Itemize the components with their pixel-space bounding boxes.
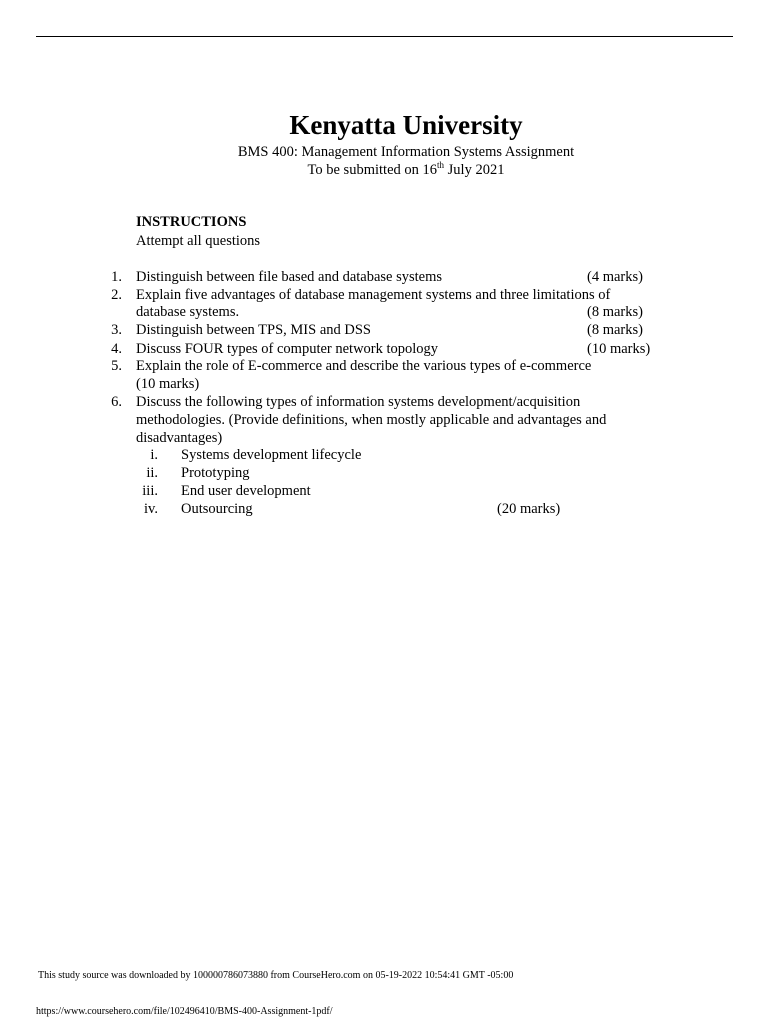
- subitem-1-text: Systems development lifecycle: [181, 447, 362, 463]
- question-6-text-line-3: disadvantages): [136, 430, 223, 446]
- course-line: BMS 400: Management Information Systems Assignment: [237, 144, 575, 160]
- question-4-number: 4.: [111, 341, 122, 357]
- question-3-number: 3.: [111, 322, 122, 338]
- question-1-number: 1.: [111, 269, 122, 285]
- question-5-number: 5.: [111, 358, 122, 374]
- question-6-number: 6.: [111, 394, 122, 410]
- due-date-line: [22, 162, 768, 179]
- page-title: Kenyatta University: [289, 110, 523, 140]
- due-sup: th: [437, 160, 445, 171]
- subitem-4-marks: (20 marks): [497, 501, 561, 517]
- subitem-1-number: i.: [150, 447, 158, 463]
- due-prefix: To be submitted on 16: [307, 162, 438, 178]
- instructions-heading: INSTRUCTIONS: [136, 214, 247, 230]
- question-2-text-line-2: database systems.: [136, 304, 240, 320]
- question-2-number: 2.: [111, 287, 122, 303]
- instructions-text: Attempt all questions: [136, 233, 261, 249]
- source-url[interactable]: https://www.coursehero.com/file/102496410/BMS-400-Assignment-1pdf/: [36, 1006, 333, 1017]
- top-divider: [36, 36, 733, 37]
- subitem-4-text: Outsourcing: [181, 501, 253, 517]
- question-5-text-line-2: (10 marks): [136, 376, 200, 392]
- question-3-marks: (8 marks): [587, 322, 643, 338]
- subitem-2-number: ii.: [146, 465, 158, 481]
- question-2-text-line-1: Explain five advantages of database management systems and three limitations of: [136, 287, 611, 303]
- question-4-marks: (10 marks): [587, 341, 651, 357]
- question-6-text-line-2: methodologies. (Provide definitions, when mostly applicable and advantages and: [136, 412, 607, 428]
- source-note: This study source was downloaded by 100000786073880 from CourseHero.com on 05-19-2022 10:54:41 GMT -05:00: [38, 970, 514, 981]
- subitem-2-text: Prototyping: [181, 465, 250, 481]
- question-3-text: Distinguish between TPS, MIS and DSS: [136, 322, 371, 338]
- question-1-marks: (4 marks): [587, 269, 643, 285]
- question-5-text-line-1: Explain the role of E-commerce and describe the various types of e-commerce: [136, 358, 592, 374]
- subitem-3-text: End user development: [181, 483, 311, 499]
- question-1-text: Distinguish between file based and database systems: [136, 269, 443, 285]
- question-2-marks: (8 marks): [587, 304, 643, 320]
- due-suffix: July 2021: [444, 162, 505, 178]
- subitem-3-number: iii.: [142, 483, 158, 499]
- subitem-4-number: iv.: [144, 501, 158, 517]
- question-4-text: Discuss FOUR types of computer network topology: [136, 341, 439, 357]
- question-6-text-line-1: Discuss the following types of information systems development/acquisition: [136, 394, 581, 410]
